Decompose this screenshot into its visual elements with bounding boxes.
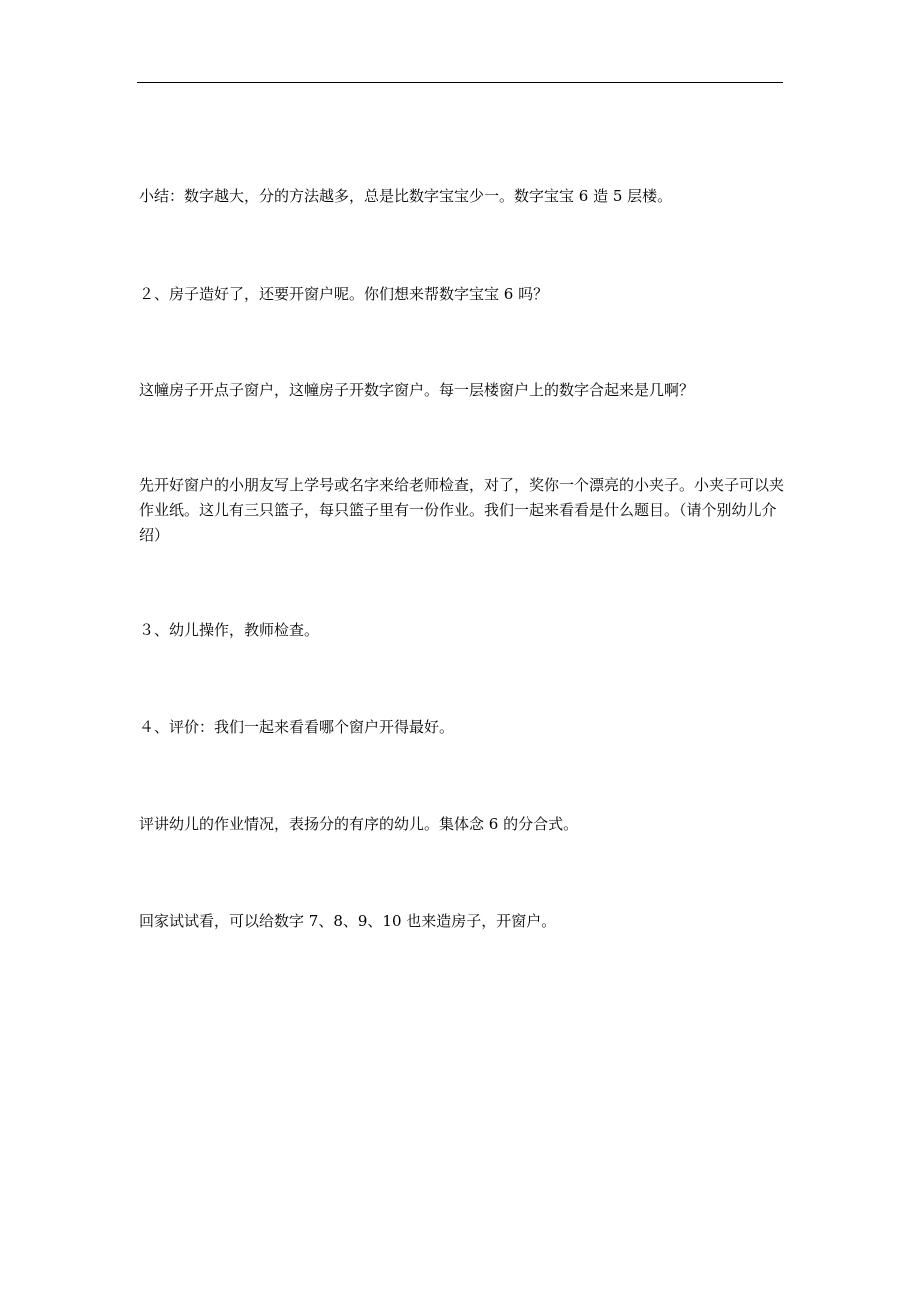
evaluation-paragraph: 评讲幼儿的作业情况，表扬分的有序的幼儿。集体念 6 的分合式。	[139, 815, 579, 833]
step-3-paragraph: ３、幼儿操作，教师检查。	[139, 621, 320, 639]
homework-paragraph: 回家试试看，可以给数字 7、8、9、10 也来造房子，开窗户。	[139, 912, 557, 930]
header-rule	[137, 82, 783, 83]
teacher-check-paragraph: 先开好窗户的小朋友写上学号或名字来给老师检查，对了，奖你一个漂亮的小夹子。小夹子可以夹作业纸。这儿有三只篮子，每只篮子里有一份作业。我们一起来看看是什么题目。（请个别幼儿介绍）	[139, 476, 785, 544]
step-4-paragraph: ４、评价：我们一起来看看哪个窗户开得最好。	[139, 718, 455, 736]
summary-paragraph: 小结：数字越大，分的方法越多，总是比数字宝宝少一。数字宝宝 6 造 5 层楼。	[139, 187, 673, 205]
windows-paragraph: 这幢房子开点子窗户，这幢房子开数字窗户。每一层楼窗户上的数字合起来是几啊？	[139, 381, 695, 399]
step-2-paragraph: ２、房子造好了，还要开窗户呢。你们想来帮数字宝宝 6 吗？	[139, 285, 549, 303]
